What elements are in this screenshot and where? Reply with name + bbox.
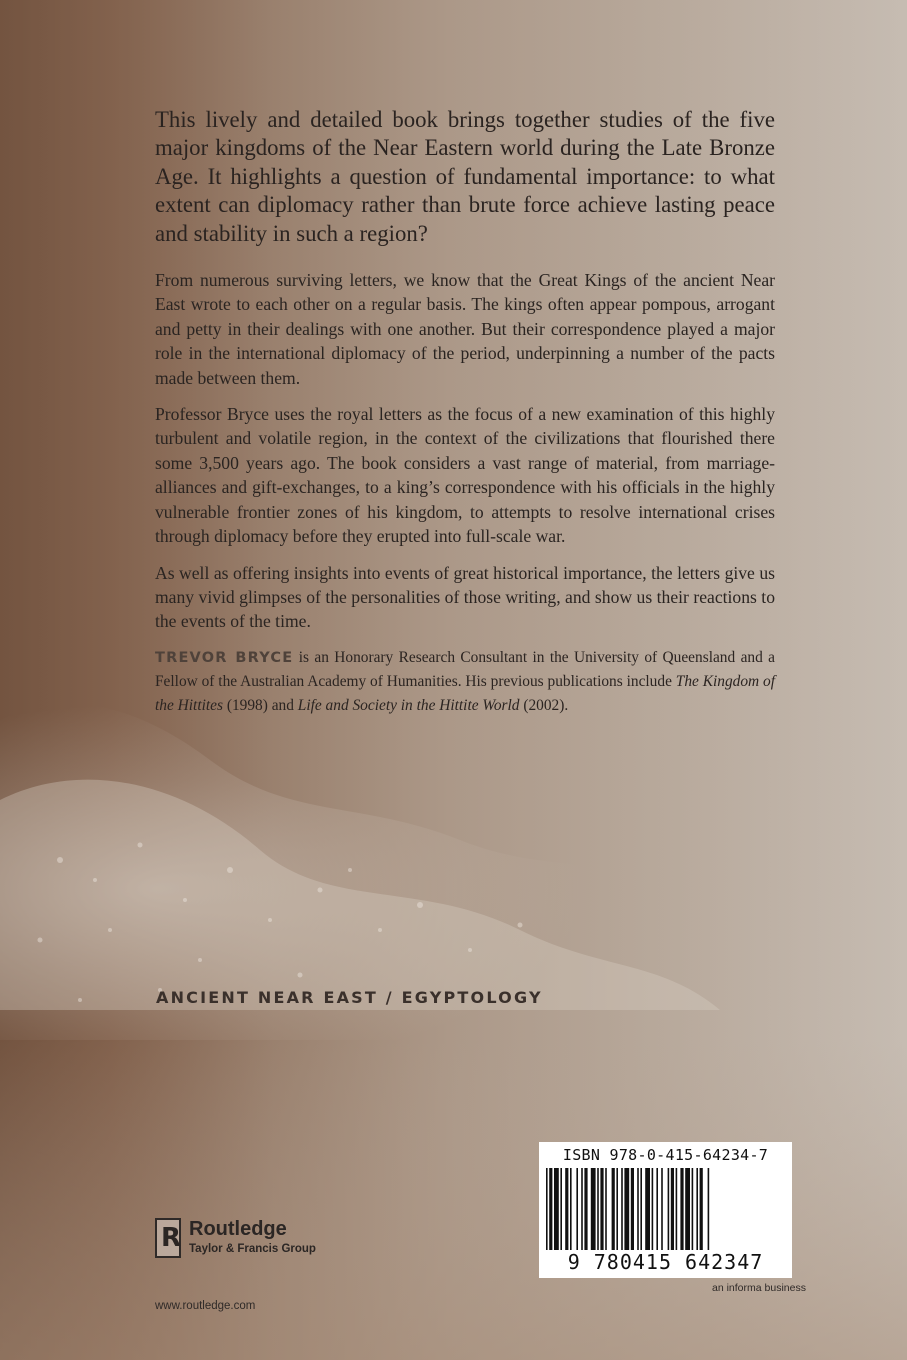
informa-tagline: an informa business	[712, 1282, 806, 1294]
blurb-paragraph-2: Professor Bryce uses the royal letters as the focus of a new examination of this highly turbulent and volatile region, in the context of the civilizations that flourished there some 3,500 years ago. The book considers a vast range of material, from marriage-alliances and gift-exchanges, to a king’s correspondence with his officials in the highly vulnerable frontier zones of his kingdom, to attempts to resolve international crises through diplomacy before they erupted into full-scale war.	[155, 404, 775, 547]
barcode-bar	[692, 1168, 694, 1250]
publisher-group: Taylor & Francis Group	[189, 1243, 316, 1255]
barcode-bar	[565, 1168, 568, 1250]
barcode-bars	[546, 1168, 785, 1250]
barcode-bar	[554, 1168, 559, 1250]
barcode-bar	[605, 1168, 607, 1250]
blurb-lead-paragraph: This lively and detailed book brings together studies of the five major kingdoms of the Near Eastern world during the Late Bronze Age. It highlights a question of fundamental importance: to what extent can diplomacy rather than brute force achieve lasting peace and stability in such a region?	[155, 107, 775, 246]
barcode-bar	[631, 1168, 634, 1250]
blurb-paragraph-3: As well as offering insights into events of great historical importance, the letters give us many vivid glimpses of the personalities of those writing, and show us their reactions to the events of the time.	[155, 562, 775, 632]
publisher-name: Routledge	[189, 1218, 287, 1240]
subject-category: ANCIENT NEAR EAST / EGYPTOLOGY	[156, 988, 543, 1007]
barcode-bar	[700, 1168, 703, 1250]
barcode-bar	[549, 1168, 552, 1250]
author-bio-text-2: (1998) and	[222, 697, 298, 715]
barcode-bar	[652, 1168, 654, 1250]
barcode-bar	[581, 1168, 583, 1250]
barcode-bar	[640, 1168, 642, 1250]
barcode-bar	[570, 1168, 572, 1250]
barcode-bar	[612, 1168, 615, 1250]
publisher-logo	[155, 1218, 355, 1298]
barcode-bar	[546, 1168, 548, 1250]
author-name: TREVOR BRYCE	[155, 649, 294, 666]
barcode-bar	[600, 1168, 603, 1250]
barcode-bar	[680, 1168, 683, 1250]
author-bio-text-3: (2002).	[519, 697, 569, 715]
barcode-digits: 9 780415 642347	[567, 1250, 764, 1274]
blurb-paragraph-1: From numerous surviving letters, we know that the Great Kings of the ancient Near East wrote to each other on a regular basis. The kings often appear pompous, arrogant and petty in their dealings with one another. But their correspondence played a major role in the international diplomacy of the period, underpinning a number of the pacts made between them.	[155, 270, 775, 388]
isbn-label: ISBN 978-0-415-64234-7	[562, 1146, 769, 1164]
barcode-bar	[591, 1168, 596, 1250]
logo-letter: R	[161, 1223, 182, 1253]
barcode-bar	[708, 1168, 710, 1250]
barcode-bar	[616, 1168, 618, 1250]
barcode-bar	[597, 1168, 599, 1250]
author-bio-text-1: is an Honorary Research Consultant in the University of Queensland and a Fellow of the Australian Academy of Humanities. His previous publications include	[155, 648, 776, 690]
barcode-bar	[676, 1168, 678, 1250]
barcode-bar	[671, 1168, 674, 1250]
publisher-website: www.routledge.com	[155, 1300, 256, 1312]
barcode-bar	[668, 1168, 670, 1250]
author-bio	[155, 646, 775, 719]
routledge-r-logo-icon	[155, 1218, 181, 1258]
blurb-text	[155, 106, 775, 718]
author-book-title-1: The Kingdom of the Hittites	[155, 672, 775, 715]
barcode-bar	[661, 1168, 663, 1250]
barcode-bar	[584, 1168, 587, 1250]
barcode-bar	[656, 1168, 658, 1250]
author-book-title-2: Life and Society in the Hittite World	[297, 697, 520, 715]
barcode-bar	[621, 1168, 623, 1250]
barcode-bar	[685, 1168, 690, 1250]
barcode-bar	[576, 1168, 578, 1250]
isbn-barcode	[539, 1142, 792, 1278]
barcode-bar	[624, 1168, 629, 1250]
barcode-bar	[637, 1168, 639, 1250]
barcode-bar	[696, 1168, 698, 1250]
barcode-bar	[560, 1168, 562, 1250]
barcode-bar	[645, 1168, 650, 1250]
